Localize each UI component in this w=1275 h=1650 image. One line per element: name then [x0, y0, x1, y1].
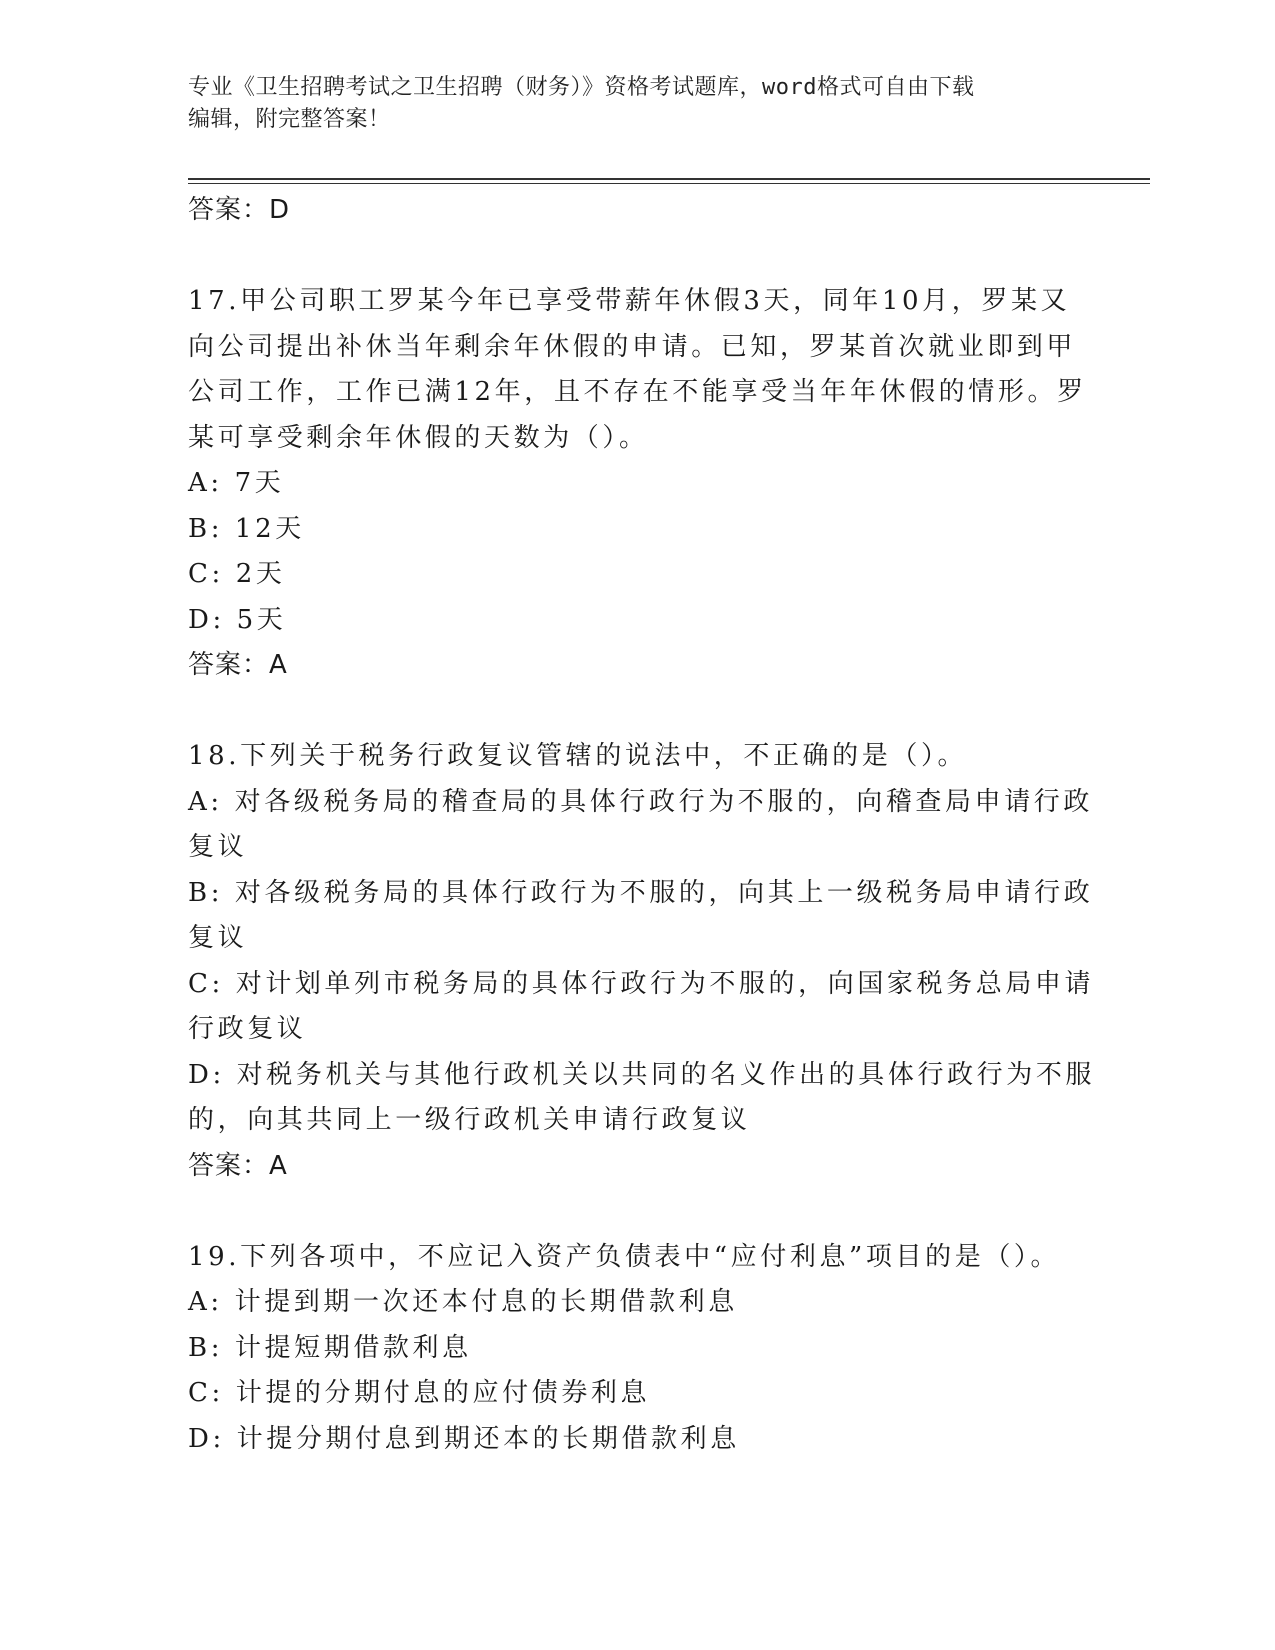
question-19-option-a: A: 计提到期一次还本付息的长期借款利息	[188, 1287, 738, 1317]
question-17-stem-line: 公司工作，工作已满12年，且不存在不能享受当年年休假的情形。罗	[188, 377, 1087, 407]
question-18-option-a-cont: 复议	[188, 832, 248, 862]
question-18-option-d: D: 对税务机关与其他行政机关以共同的名义作出的具体行政行为不服	[188, 1059, 1096, 1090]
spacer	[188, 689, 1088, 735]
previous-answer: 答案：D	[188, 195, 291, 225]
question-17-option-d: D: 5天	[188, 604, 287, 635]
document-header	[188, 72, 1068, 136]
question-17-stem-line: 17.甲公司职工罗某今年已享受带薪年休假3天，同年10月，罗某又	[188, 286, 1071, 316]
question-19-stem-line: 19.下列各项中，不应记入资产负债表中“应付利息”项目的是（）。	[188, 1241, 1061, 1272]
question-17-option-a: A: 7天	[188, 468, 285, 498]
question-18-stem-line: 18.下列关于税务行政复议管辖的说法中，不正确的是（）。	[188, 741, 968, 771]
question-content	[188, 188, 1096, 1462]
question-17-answer: 答案：A	[188, 650, 288, 680]
header-divider-thick	[188, 178, 1150, 180]
question-19-option-b: B: 计提短期借款利息	[188, 1332, 472, 1363]
question-18-option-c-cont: 行政复议	[188, 1014, 307, 1044]
question-19-option-d: D: 计提分期付息到期还本的长期借款利息	[188, 1423, 740, 1454]
spacer	[188, 1189, 1088, 1235]
question-18-option-a: A: 对各级税务局的稽查局的具体行政行为不服的，向稽查局申请行政	[188, 786, 1094, 817]
question-18-option-c: C: 对计划单列市税务局的具体行政行为不服的，向国家税务总局申请	[188, 968, 1095, 999]
question-18-option-b: B: 对各级税务局的具体行政行为不服的，向其上一级税务局申请行政	[188, 877, 1094, 908]
question-19-option-c: C: 计提的分期付息的应付债券利息	[188, 1378, 651, 1408]
question-17	[188, 279, 1088, 689]
question-18	[188, 734, 1096, 1189]
header-line-2: 编辑，附完整答案！	[188, 107, 391, 132]
question-17-stem-line: 向公司提出补休当年剩余年休假的申请。已知，罗某首次就业即到甲	[188, 331, 1077, 362]
question-18-option-b-cont: 复议	[188, 923, 248, 953]
question-18-answer: 答案：A	[188, 1150, 288, 1181]
question-19	[188, 1235, 1088, 1463]
question-17-option-c: C: 2天	[188, 559, 286, 589]
question-17-stem-line: 某可享受剩余年休假的天数为（）。	[188, 422, 649, 453]
header-divider-thin	[188, 183, 1150, 184]
question-18-option-d-cont: 的，向其共同上一级行政机关申请行政复议	[188, 1105, 751, 1135]
header-line-1: 专业《卫生招聘考试之卫生招聘（财务）》资格考试题库，word格式可自由下载	[188, 75, 975, 100]
question-17-option-b: B: 12天	[188, 513, 305, 544]
spacer	[188, 234, 1088, 280]
